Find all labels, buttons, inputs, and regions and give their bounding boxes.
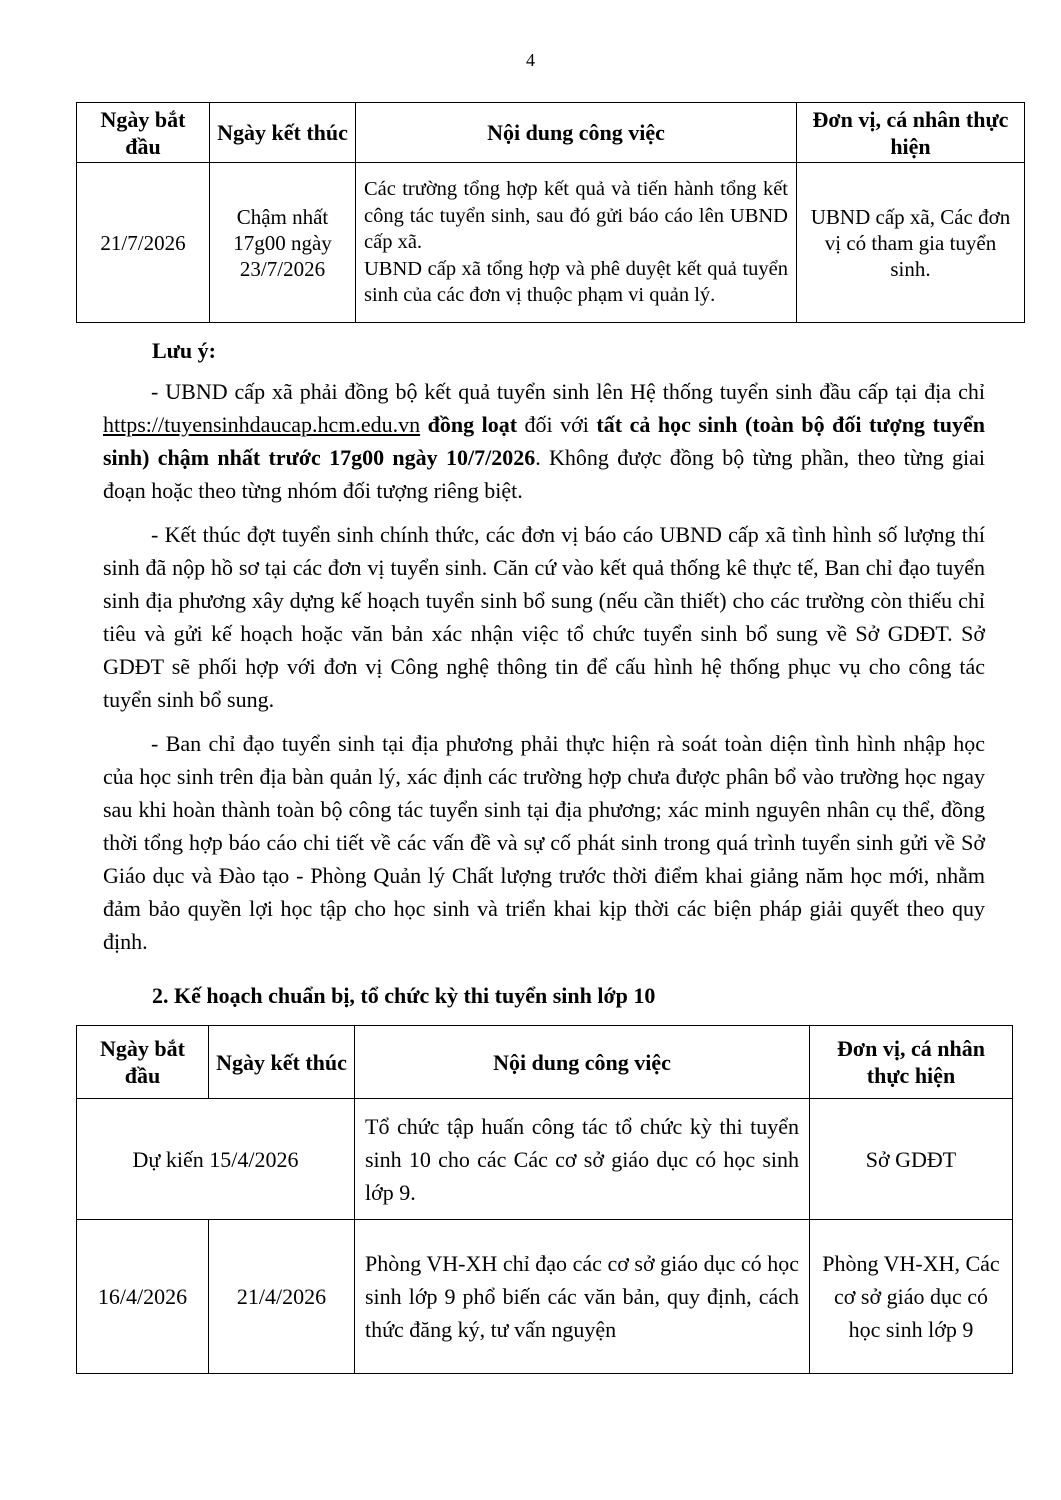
header-content: Nội dung công việc [355, 1026, 810, 1099]
table-row [77, 1099, 1013, 1220]
header-start-date: Ngày bắt đầu [77, 103, 210, 163]
admission-link[interactable]: https://tuyensinhdaucap.hcm.edu.vn [103, 412, 421, 437]
note-paragraph-3: - Ban chỉ đạo tuyển sinh tại địa phương phải thực hiện rà soát toàn diện tình hình nhập học của học sinh trên địa bàn quản lý, xác định các trường hợp chưa được phân bổ vào trường học ngay sau khi hoàn thành toàn bộ công tác tuyển sinh tại địa phương; xác minh nguyên nhân cụ thể, đồng thời tổng hợp báo cáo chi tiết về các vấn đề và sự cố phát sinh trong quá trình tuyển sinh gửi về Sở Giáo dục và Đào tạo - Phòng Quản lý Chất lượng trước thời điểm khai giảng năm học mới, nhằm đảm bảo quyền lợi học tập cho học sinh và triển khai kịp thời các biện pháp giải quyết theo quy định. [103, 731, 985, 954]
content-line-2: UBND cấp xã tổng hợp và phê duyệt kết quả tuyển sinh của các đơn vị thuộc phạm vi quản lý. [364, 257, 788, 307]
note-title: Lưu ý: [152, 338, 216, 363]
cell-unit: Sở GDĐT [810, 1099, 1013, 1220]
note-paragraph-2: - Kết thúc đợt tuyển sinh chính thức, các đơn vị báo cáo UBND cấp xã tình hình số lượng thí sinh đã nộp hồ sơ tại các đơn vị tuyển sinh. Căn cứ vào kết quả thống kê thực tế, Ban chỉ đạo tuyển sinh địa phương xây dựng kế hoạch tuyển sinh bổ sung (nếu cần thiết) cho các trường còn thiếu chỉ tiêu và gửi kế hoạch hoặc văn bản xác nhận việc tổ chức tuyển sinh bổ sung về Sở GDĐT. Sở GDĐT sẽ phối hợp với đơn vị Công nghệ thông tin để cấu hình hệ thống phục vụ cho công tác tuyển sinh bổ sung. [103, 522, 985, 712]
content-line-1: Các trường tổng hợp kết quả và tiến hành tổng kết công tác tuyển sinh, sau đó gửi báo cáo lên UBND cấp xã. [364, 178, 788, 254]
table-header-row [77, 1026, 1013, 1099]
header-content: Nội dung công việc [356, 103, 797, 163]
cell-unit: Phòng VH-XH, Các cơ sở giáo dục có học sinh lớp 9 [810, 1220, 1013, 1374]
cell-content: Phòng VH-XH chỉ đạo các cơ sở giáo dục có học sinh lớp 9 phổ biến các văn bản, quy định, cách thức đăng ký, tư vấn nguyện [355, 1220, 810, 1374]
page-number: 4 [526, 50, 535, 70]
header-unit: Đơn vị, cá nhân thực hiện [797, 103, 1025, 163]
cell-content [356, 163, 797, 323]
header-end-date: Ngày kết thúc [210, 103, 356, 163]
table-header-row [77, 103, 1025, 163]
cell-content: Tổ chức tập huấn công tác tổ chức kỳ thi tuyển sinh 10 cho các Các cơ sở giáo dục có học sinh lớp 9. [355, 1099, 810, 1220]
cell-end-date: Chậm nhất 17g00 ngày 23/7/2026 [210, 163, 356, 323]
table-row [77, 163, 1025, 323]
cell-unit: UBND cấp xã, Các đơn vị có tham gia tuyển sinh. [797, 163, 1025, 323]
cell-date: Dự kiến 15/4/2026 [77, 1099, 355, 1220]
header-unit: Đơn vị, cá nhân thực hiện [810, 1026, 1013, 1099]
cell-end-date: 21/4/2026 [209, 1220, 355, 1374]
cell-start-date: 16/4/2026 [77, 1220, 209, 1374]
exam-plan-table [76, 1025, 1013, 1374]
admission-schedule-table [76, 102, 1025, 323]
header-start-date: Ngày bắt đầu [77, 1026, 209, 1099]
table-row [77, 1220, 1013, 1374]
cell-start-date: 21/7/2026 [77, 163, 210, 323]
note-paragraph-1: - UBND cấp xã phải đồng bộ kết quả tuyển sinh lên Hệ thống tuyển sinh đầu cấp tại địa chỉ https://tuyensinhdaucap.hcm.edu.vn đồng loạt đối với tất cả học sinh (toàn bộ đối tượng tuyển sinh) chậm nhất trước 17g00 ngày 10/7/2026. Không được đồng bộ từng phần, theo từng giai đoạn hoặc theo từng nhóm đối tượng riêng biệt. [103, 379, 986, 503]
section-2-heading: 2. Kế hoạch chuẩn bị, tổ chức kỳ thi tuyển sinh lớp 10 [152, 983, 656, 1008]
header-end-date: Ngày kết thúc [209, 1026, 355, 1099]
